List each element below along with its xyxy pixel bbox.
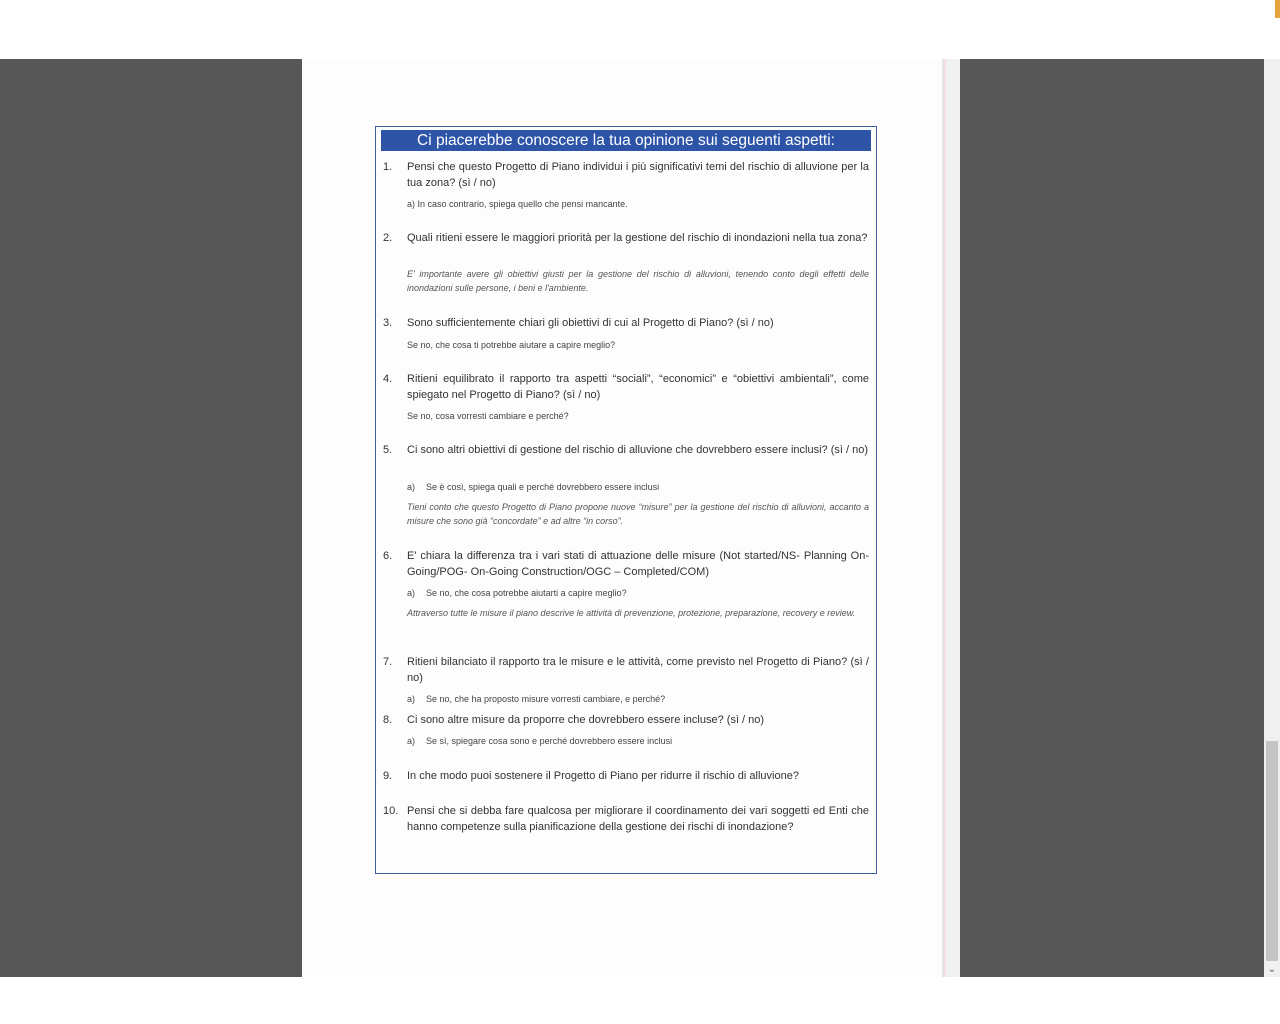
question-text: Ci sono altri obiettivi di gestione del rischio di alluvione che dovrebbero essere inclusi? (sì / no) bbox=[407, 444, 869, 456]
question-9 bbox=[383, 769, 869, 785]
document-viewer[interactable] bbox=[0, 59, 1264, 977]
question-3 bbox=[383, 316, 869, 332]
question-number: 7. bbox=[383, 656, 393, 668]
sub-text: Se no, che cosa ti potrebbe aiutare a capire meglio? bbox=[407, 340, 616, 350]
question-number: 3. bbox=[383, 317, 393, 329]
question-number: 1. bbox=[383, 161, 393, 173]
question-5 bbox=[383, 443, 869, 459]
question-number: 8. bbox=[383, 714, 393, 726]
question-6 bbox=[383, 549, 869, 580]
vertical-scrollbar[interactable] bbox=[1264, 59, 1280, 977]
question-text: Quali ritieni essere le maggiori priorità per la gestione del rischio di inondazioni nella tua zona? bbox=[407, 232, 868, 244]
sub-letter: a) bbox=[407, 736, 416, 746]
question-10 bbox=[383, 804, 869, 835]
question-5-note: Tieni conto che questo Progetto di Piano propone nuove “misure” per la gestione del rischio di alluvioni, accanto a misure che sono già “concordate” e ad altre “in corso”. bbox=[407, 502, 869, 526]
page-edge-line bbox=[944, 59, 946, 977]
question-8 bbox=[383, 713, 869, 729]
question-number: 5. bbox=[383, 444, 393, 456]
question-4-sub bbox=[407, 410, 869, 423]
question-text: Ritieni bilanciato il rapporto tra le misure e le attività, come previsto nel Progetto di Piano? (sì / no) bbox=[407, 656, 869, 684]
scrollbar-thumb[interactable] bbox=[1266, 741, 1278, 961]
question-number: 2. bbox=[383, 232, 393, 244]
sub-letter: a) bbox=[407, 482, 416, 492]
bottom-bar bbox=[0, 977, 1280, 1024]
sub-text: Se no, che cosa potrebbe aiutarti a capire meglio? bbox=[426, 588, 627, 598]
question-text: Ritieni equilibrato il rapporto tra aspetti “sociali”, “economici” e “obiettivi ambientali”, come spiegato nel Progetto di Piano? (sì / no) bbox=[407, 373, 869, 401]
sub-text: Se no, cosa vorresti cambiare e perché? bbox=[407, 411, 569, 421]
question-6-note: Attraverso tutte le misure il piano descrive le attività di prevenzione, protezione, preparazione, recovery e review. bbox=[407, 608, 856, 618]
sub-text: Se sì, spiegare cosa sono e perché dovrebbero essere inclusi bbox=[426, 736, 673, 746]
questionnaire-box bbox=[375, 126, 877, 874]
question-number: 4. bbox=[383, 373, 393, 385]
question-8-sub bbox=[407, 735, 869, 748]
questionnaire-header: Ci piacerebbe conoscere la tua opinione sui seguenti aspetti: bbox=[381, 130, 871, 151]
question-2 bbox=[383, 231, 869, 247]
question-7-sub bbox=[407, 693, 869, 706]
question-4 bbox=[383, 372, 869, 403]
question-number: 9. bbox=[383, 770, 393, 782]
question-1 bbox=[383, 160, 869, 191]
question-text: E' chiara la differenza tra i vari stati di attuazione delle misure (Not started/NS- Planning On-Going/POG- On-Going Construction/OGC – Completed/COM) bbox=[407, 550, 869, 578]
question-3-sub bbox=[407, 339, 869, 352]
question-5-sub bbox=[407, 481, 869, 494]
question-1-sub bbox=[407, 198, 869, 211]
sub-letter: a) bbox=[407, 588, 416, 598]
question-2-note: E' importante avere gli obiettivi giusti per la gestione del rischio di alluvioni, tenendo conto degli effetti delle inondazioni sulle persone, i beni e l'ambiente. bbox=[407, 269, 869, 293]
question-7 bbox=[383, 655, 869, 686]
chevron-down-icon[interactable]: ⌄ bbox=[1267, 964, 1277, 975]
question-text: Pensi che si debba fare qualcosa per migliorare il coordinamento dei vari soggetti ed Enti che hanno competenze sulla pianificazione della gestione dei rischi di inondazione? bbox=[407, 805, 869, 833]
question-text: Sono sufficientemente chiari gli obiettivi di cui al Progetto di Piano? (sì / no) bbox=[407, 317, 774, 329]
sub-text: a) In caso contrario, spiega quello che pensi mancante. bbox=[407, 199, 628, 209]
sub-letter: a) bbox=[407, 694, 416, 704]
sub-text: Se è così, spiega quali e perché dovrebbero essere inclusi bbox=[426, 482, 660, 492]
sub-text: Se no, che ha proposto misure vorresti cambiare, e perché? bbox=[426, 694, 666, 704]
scanned-page bbox=[302, 59, 960, 977]
top-toolbar bbox=[0, 0, 1280, 59]
question-number: 6. bbox=[383, 550, 393, 562]
corner-accent bbox=[1275, 0, 1280, 18]
question-text: Pensi che questo Progetto di Piano individui i più significativi temi del rischio di alluvione per la tua zona? (sì / no) bbox=[407, 161, 869, 189]
question-number: 10. bbox=[383, 805, 399, 817]
question-6-sub bbox=[407, 587, 869, 600]
question-text: Ci sono altre misure da proporre che dovrebbero essere incluse? (sì / no) bbox=[407, 714, 765, 726]
question-text: In che modo puoi sostenere il Progetto di Piano per ridurre il rischio di alluvione? bbox=[407, 770, 799, 782]
